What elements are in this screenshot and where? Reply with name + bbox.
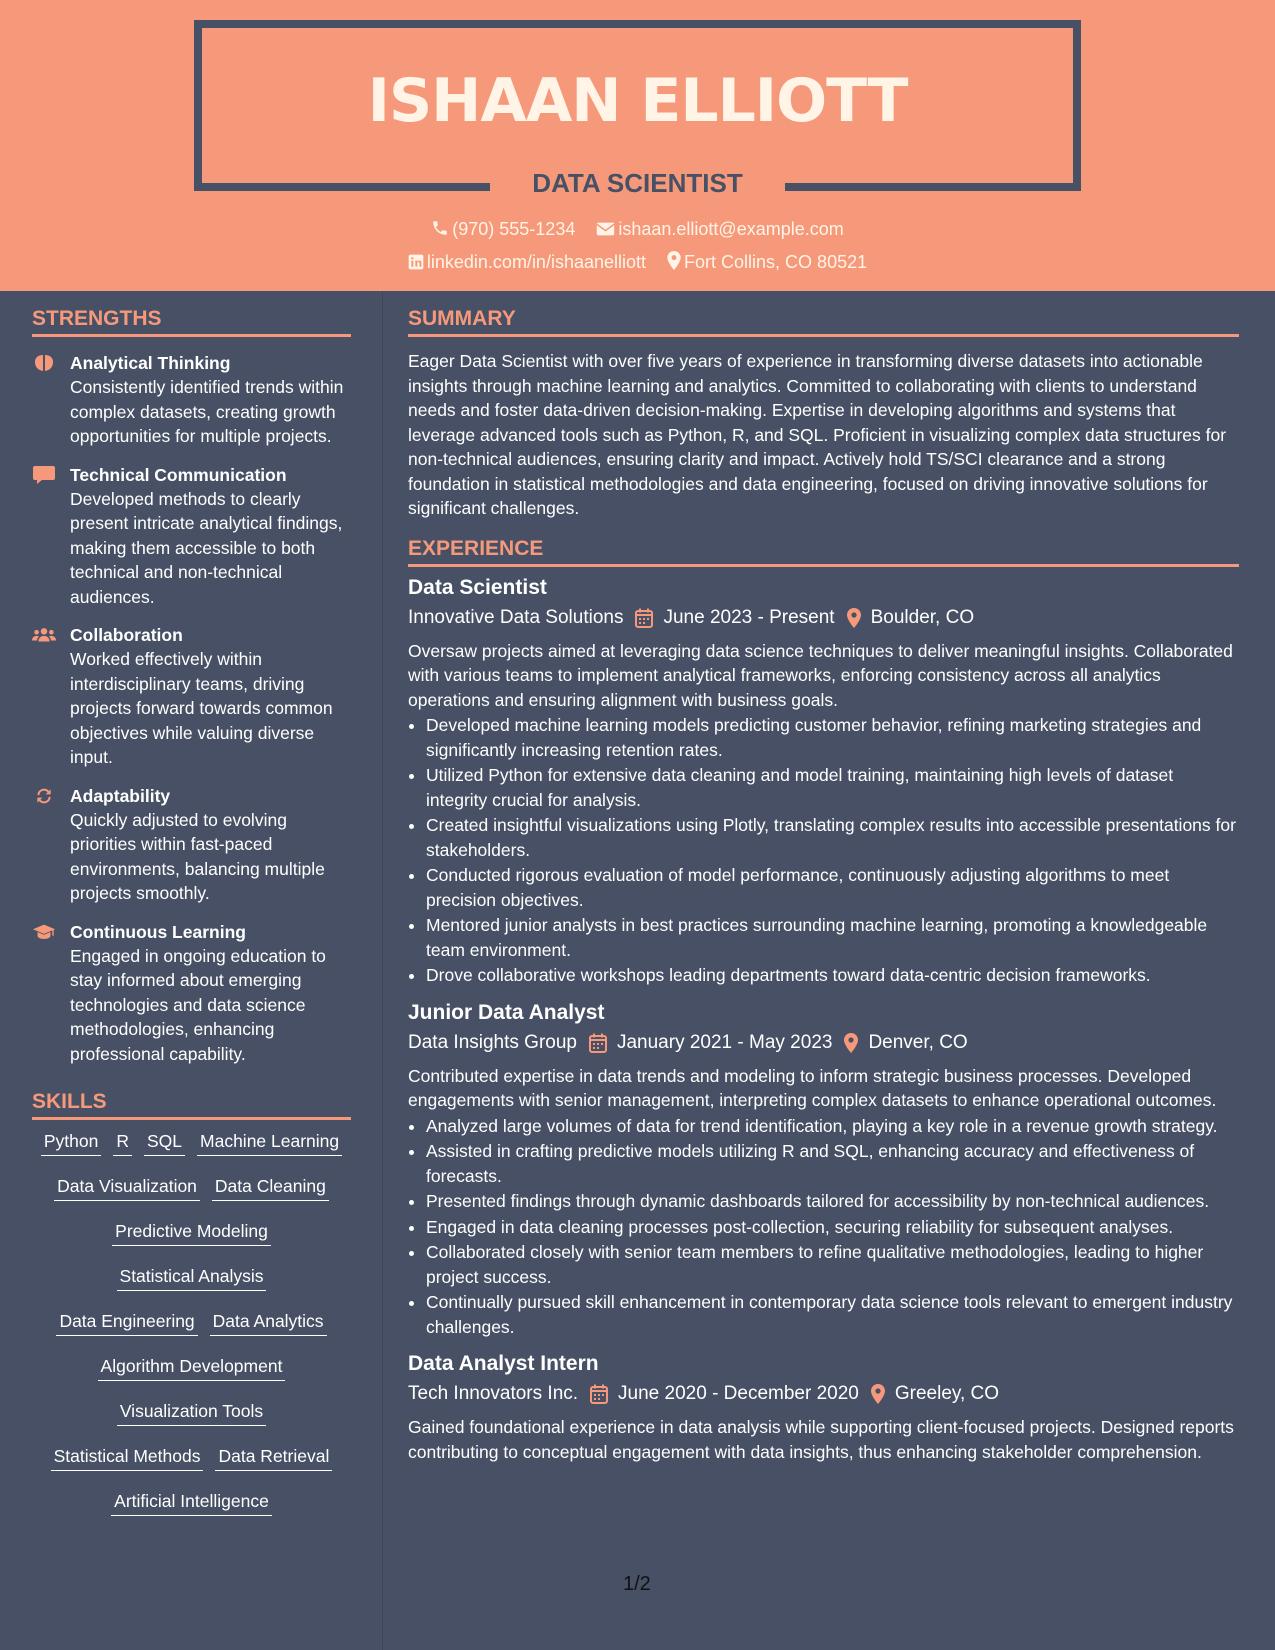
skill-tag: Data Visualization xyxy=(54,1175,200,1201)
skill-tag: Statistical Analysis xyxy=(117,1265,267,1291)
job-entry xyxy=(408,1349,1239,1464)
header xyxy=(0,0,1275,291)
skill-row xyxy=(32,1220,351,1265)
job-position: Data Scientist xyxy=(408,575,547,599)
location-contact xyxy=(667,251,867,273)
job-position: Junior Data Analyst xyxy=(408,1000,605,1024)
company-name: Data Insights Group xyxy=(408,1031,577,1053)
strength-title: Collaboration xyxy=(70,625,183,645)
strength-title: Continuous Learning xyxy=(70,921,246,942)
skill-tag: SQL xyxy=(144,1130,185,1156)
skill-tag: Machine Learning xyxy=(197,1130,342,1156)
column-divider xyxy=(382,291,383,1650)
envelope-icon xyxy=(596,221,615,237)
candidate-name: ISHAAN ELLIOTT xyxy=(367,66,908,136)
calendar-icon xyxy=(589,1033,607,1053)
strength-desc: Consistently identified trends within complex datasets, creating growth opportunities for multiple projects. xyxy=(70,377,344,446)
job-description: Contributed expertise in data trends and modeling to inform strategic business processes. Developed engagements with senior management, interpreting complex datasets to enhance operational outcomes. xyxy=(408,1065,1217,1110)
company-name: Tech Innovators Inc. xyxy=(408,1383,579,1404)
job-entry xyxy=(408,573,1239,988)
strength-title: Analytical Thinking xyxy=(70,353,231,373)
location-text: Fort Collins, CO 80521 xyxy=(684,252,868,272)
contact-row-2 xyxy=(0,251,1275,273)
skill-tag: Statistical Methods xyxy=(51,1445,204,1471)
job-bullet: • Utilized Python for extensive data cleaning and model training, maintaining high levels of dataset integrity crucial for analysis. xyxy=(426,763,1239,812)
job-position: Data Analyst Intern xyxy=(408,1352,599,1375)
job-title: DATA SCIENTIST xyxy=(490,165,785,201)
skill-tag: Data Analytics xyxy=(210,1310,327,1336)
skill-tag: Data Engineering xyxy=(56,1310,197,1336)
job-bullet: • Continually pursued skill enhancement in contemporary data science tools relevant to emergent industry challenges. xyxy=(426,1290,1239,1339)
skill-tag: R xyxy=(113,1130,132,1156)
summary-heading: SUMMARY xyxy=(408,307,1239,337)
company-name: Innovative Data Solutions xyxy=(408,606,624,628)
skill-tag: Predictive Modeling xyxy=(112,1220,271,1246)
job-bullet: • Mentored junior analysts in best practices surrounding machine learning, promoting a knowledgeable team environment. xyxy=(426,913,1239,962)
skill-row xyxy=(32,1400,351,1445)
skill-tag: Artificial Intelligence xyxy=(111,1490,272,1516)
email-text: ishaan.elliott@example.com xyxy=(618,219,844,239)
phone-text: (970) 555-1234 xyxy=(452,219,576,239)
strength-item xyxy=(32,623,351,770)
contact-row-1 xyxy=(0,219,1275,240)
strength-title: Technical Communication xyxy=(70,464,287,485)
phone-contact[interactable] xyxy=(431,219,575,240)
brain-icon xyxy=(32,353,56,373)
strengths-heading: STRENGTHS xyxy=(32,307,351,337)
map-pin-icon xyxy=(844,1033,858,1053)
strength-desc: Worked effectively within interdisciplinary teams, driving projects forward towards common objectives while valuing diverse input. xyxy=(70,649,333,767)
skill-row xyxy=(32,1355,351,1400)
map-pin-icon xyxy=(871,1384,885,1404)
linkedin-text: linkedin.com/in/ishaanelliott xyxy=(426,252,647,272)
email-contact[interactable] xyxy=(596,219,843,240)
job-bullet: • Analyzed large volumes of data for trend identification, playing a key role in a revenue growth strategy. xyxy=(426,1114,1239,1139)
skills-heading: SKILLS xyxy=(32,1090,351,1120)
linkedin-icon xyxy=(408,254,424,270)
map-pin-icon xyxy=(667,251,681,270)
job-description: Oversaw projects aimed at leveraging data science techniques to deliver meaningful insights. Collaborated with various teams to implement analytical frameworks, enforcing consistency across all analytics operations and ensuring alignment with business goals. xyxy=(408,640,1233,710)
job-location: Boulder, CO xyxy=(870,606,975,628)
skill-row xyxy=(32,1175,351,1220)
job-dates: January 2021 - May 2023 xyxy=(616,1031,833,1053)
job-bullets xyxy=(408,1114,1239,1340)
strength-title: Adaptability xyxy=(70,785,171,806)
job-bullets xyxy=(408,713,1239,988)
job-bullet: • Assisted in crafting predictive models utilizing R and SQL, enhancing accuracy and effectiveness of forecasts. xyxy=(426,1139,1239,1188)
map-pin-icon xyxy=(847,608,861,628)
skill-row xyxy=(32,1310,351,1355)
skill-row xyxy=(32,1265,351,1310)
skill-tag: Python xyxy=(41,1130,101,1156)
job-dates: June 2023 - Present xyxy=(663,606,835,628)
skill-tag: Visualization Tools xyxy=(117,1400,266,1426)
job-meta xyxy=(408,1379,1239,1409)
job-meta xyxy=(408,603,1239,633)
skill-row xyxy=(32,1130,351,1175)
calendar-icon xyxy=(590,1384,608,1404)
job-bullet: • Presented findings through dynamic dashboards tailored for accessibility by non-technical audiences. xyxy=(426,1189,1239,1214)
linkedin-contact[interactable] xyxy=(408,252,646,273)
job-location: Greeley, CO xyxy=(894,1383,1000,1404)
strength-item xyxy=(32,784,351,906)
strength-desc: Developed methods to clearly present intricate analytical findings, making them accessible to both technical and non-technical audiences. xyxy=(70,488,343,607)
skill-tag: Data Retrieval xyxy=(215,1445,332,1471)
job-dates: June 2020 - December 2020 xyxy=(618,1383,859,1404)
job-bullet: • Developed machine learning models predicting customer behavior, refining marketing strategies and significantly increasing retention rates. xyxy=(426,713,1239,762)
skill-tag: Data Cleaning xyxy=(212,1175,329,1201)
job-bullet: • Created insightful visualizations using Plotly, translating complex results into accessible presentations for stakeholders. xyxy=(426,813,1239,862)
calendar-icon xyxy=(635,608,653,628)
strength-item xyxy=(32,920,351,1067)
summary-text: Eager Data Scientist with over five years of experience in transforming diverse datasets into actionable insights through machine learning and analytics. Committed to collaborating with clients to understand needs and foster data-driven decision-making. Expertise in developing algorithms and systems that leverage advanced tools such as Python, R, and SQL. Proficient in visualizing complex data structures for non-technical audiences, ensuring clarity and impact. Actively hold TS/SCI clearance and a strong foundation in statistical methodologies and data engineering, focused on driving innovative solutions for significant challenges. xyxy=(408,351,1227,518)
skill-row xyxy=(32,1490,351,1535)
skills-list xyxy=(32,1130,351,1535)
skill-tag: Algorithm Development xyxy=(98,1355,286,1381)
strength-item xyxy=(32,351,351,449)
job-entry xyxy=(408,998,1239,1340)
strength-desc: Engaged in ongoing education to stay informed about emerging technologies and data science methodologies, enhancing professional capability. xyxy=(70,945,326,1064)
job-bullet: • Drove collaborative workshops leading departments toward data-centric decision frameworks. xyxy=(426,963,1239,988)
job-bullet: • Conducted rigorous evaluation of model performance, continuously adjusting algorithms to meet precision objectives. xyxy=(426,863,1239,912)
phone-icon xyxy=(431,219,449,237)
job-meta xyxy=(408,1028,1239,1058)
graduation-cap-icon xyxy=(32,922,56,942)
job-description: Gained foundational experience in data analysis while supporting client-focused projects. Designed reports contributing to conceptual engagement with data insights, thus enhancing stakeholder comprehension. xyxy=(408,1417,1234,1462)
right-column xyxy=(408,291,1239,1464)
job-location: Denver, CO xyxy=(868,1031,968,1053)
job-bullet: • Collaborated closely with senior team members to refine qualitative methodologies, leading to higher project success. xyxy=(426,1240,1239,1289)
strength-desc: Quickly adjusted to evolving priorities within fast-paced environments, balancing multiple projects smoothly. xyxy=(70,809,325,903)
strength-item xyxy=(32,463,351,610)
page-indicator: 1/2 xyxy=(623,1573,651,1595)
experience-heading: EXPERIENCE xyxy=(408,537,1239,567)
left-column xyxy=(32,291,351,1535)
users-icon xyxy=(32,625,56,645)
sync-icon xyxy=(32,786,56,806)
skill-row xyxy=(32,1445,351,1490)
job-bullet: • Engaged in data cleaning processes post-collection, securing reliability for subsequent analyses. xyxy=(426,1215,1239,1240)
speech-bubble-icon xyxy=(32,465,56,485)
